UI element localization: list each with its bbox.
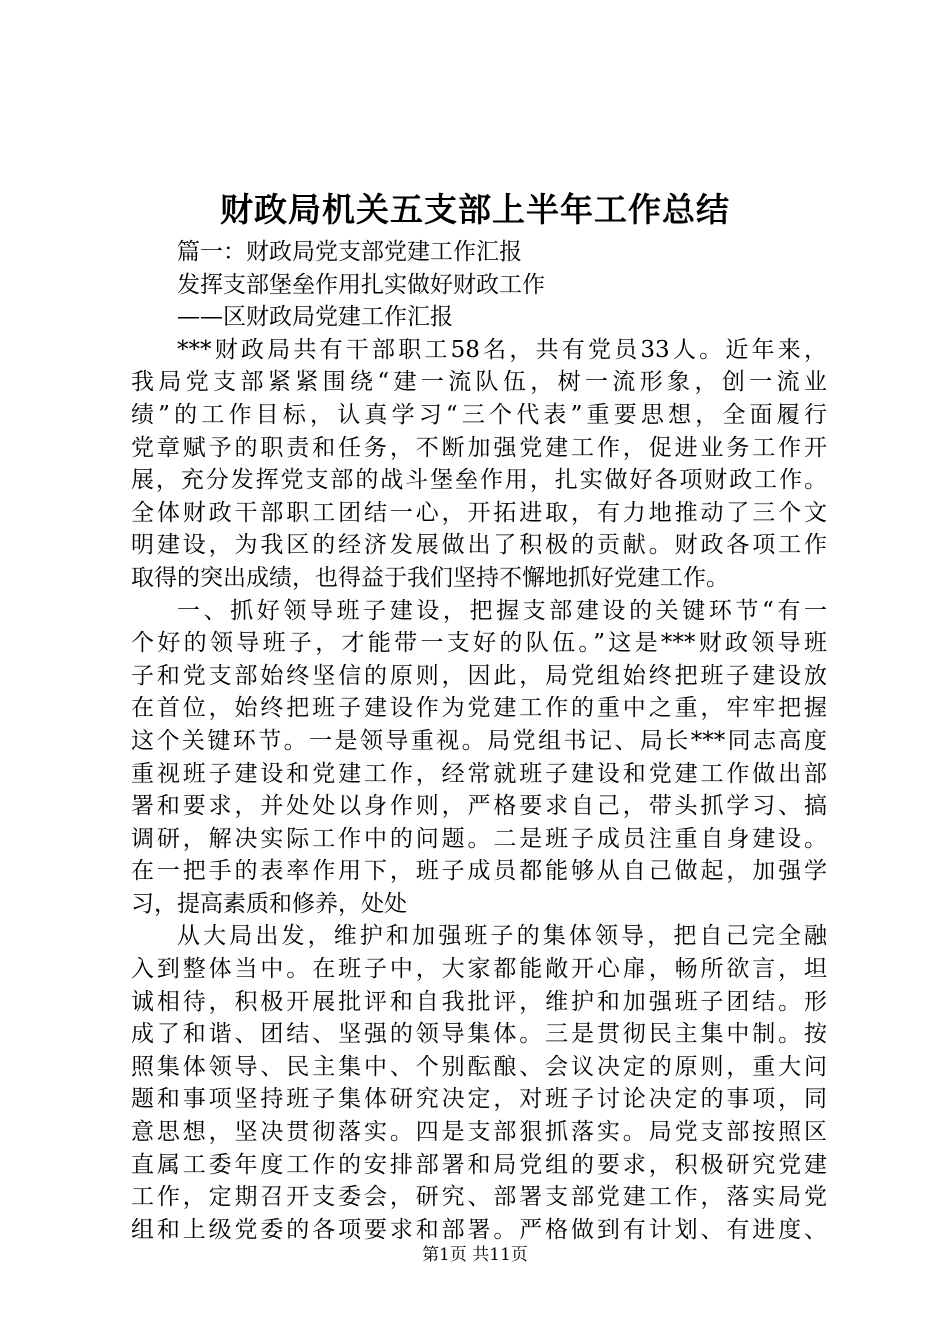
text-line: 意思想，坚决贯彻落实。四是支部狠抓落实。局党支部按照区 [131,1119,827,1146]
text-line: 绩”的工作目标，认真学习“三个代表”重要思想，全面履行 [131,401,827,428]
text-line: 在首位，始终把班子建设作为党建工作的重中之重，牢牢把握 [131,695,827,722]
text-line: ***财政局共有干部职工58名，共有党员33人。近年来， [177,336,827,363]
text-line: 从大局出发，维护和加强班子的集体领导，把自己完全融 [177,923,827,950]
text-line: 署和要求，并处处以身作则，严格要求自己，带头抓学习、搞 [131,793,827,820]
text-line: ——区财政局党建工作汇报 [177,304,453,331]
text-line: 重视班子建设和党建工作，经常就班子建设和党建工作做出部 [131,760,827,787]
text-line: 全体财政干部职工团结一心，开拓进取，有力地推动了三个文 [131,499,827,526]
text-line: 发挥支部堡垒作用扎实做好财政工作 [177,271,545,298]
document-title: 财政局机关五支部上半年工作总结 [220,190,730,229]
text-line: 党章赋予的职责和任务，不断加强党建工作，促进业务工作开 [131,434,827,461]
page-number-footer: 第1页 共11页 [422,1245,528,1265]
text-line: 我局党支部紧紧围绕“建一流队伍，树一流形象，创一流业 [131,369,827,396]
text-line: 在一把手的表率作用下，班子成员都能够从自己做起，加强学 [131,858,827,885]
text-line: 工作，定期召开支委会，研究、部署支部党建工作，落实局党 [131,1184,827,1211]
text-line: 一、抓好领导班子建设，把握支部建设的关键环节“有一 [177,597,827,624]
text-line: 明建设，为我区的经济发展做出了积极的贡献。财政各项工作 [131,532,827,559]
text-line: 个好的领导班子，才能带一支好的队伍。”这是***财政领导班 [131,630,827,657]
text-line: 展，充分发挥党支部的战斗堡垒作用，扎实做好各项财政工作。 [131,467,827,494]
text-line: 调研，解决实际工作中的问题。二是班子成员注重自身建设。 [131,825,827,852]
text-line: 照集体领导、民主集中、个别酝酿、会议决定的原则，重大问 [131,1053,827,1080]
text-line: 题和事项坚持班子集体研究决定，对班子讨论决定的事项，同 [131,1086,827,1113]
text-line: 成了和谐、团结、坚强的领导集体。三是贯彻民主集中制。按 [131,1021,827,1048]
text-line: 直属工委年度工作的安排部署和局党组的要求，积极研究党建 [131,1151,827,1178]
text-line: 子和党支部始终坚信的原则，因此，局党组始终把班子建设放 [131,662,827,689]
text-line: 篇一：财政局党支部党建工作汇报 [177,239,522,265]
text-line: 诚相待，积极开展批评和自我批评，维护和加强班子团结。形 [131,988,827,1015]
document-body [131,236,827,1246]
text-line: 这个关键环节。一是领导重视。局党组书记、局长***同志高度 [131,727,827,754]
text-line: 习，提高素质和修养，处处 [131,890,407,917]
text-line: 入到整体当中。在班子中，大家都能敞开心扉，畅所欲言，坦 [131,956,827,983]
text-line: 取得的突出成绩，也得益于我们坚持不懈地抓好党建工作。 [131,564,729,591]
text-line: 组和上级党委的各项要求和部署。严格做到有计划、有进度、 [131,1216,827,1243]
